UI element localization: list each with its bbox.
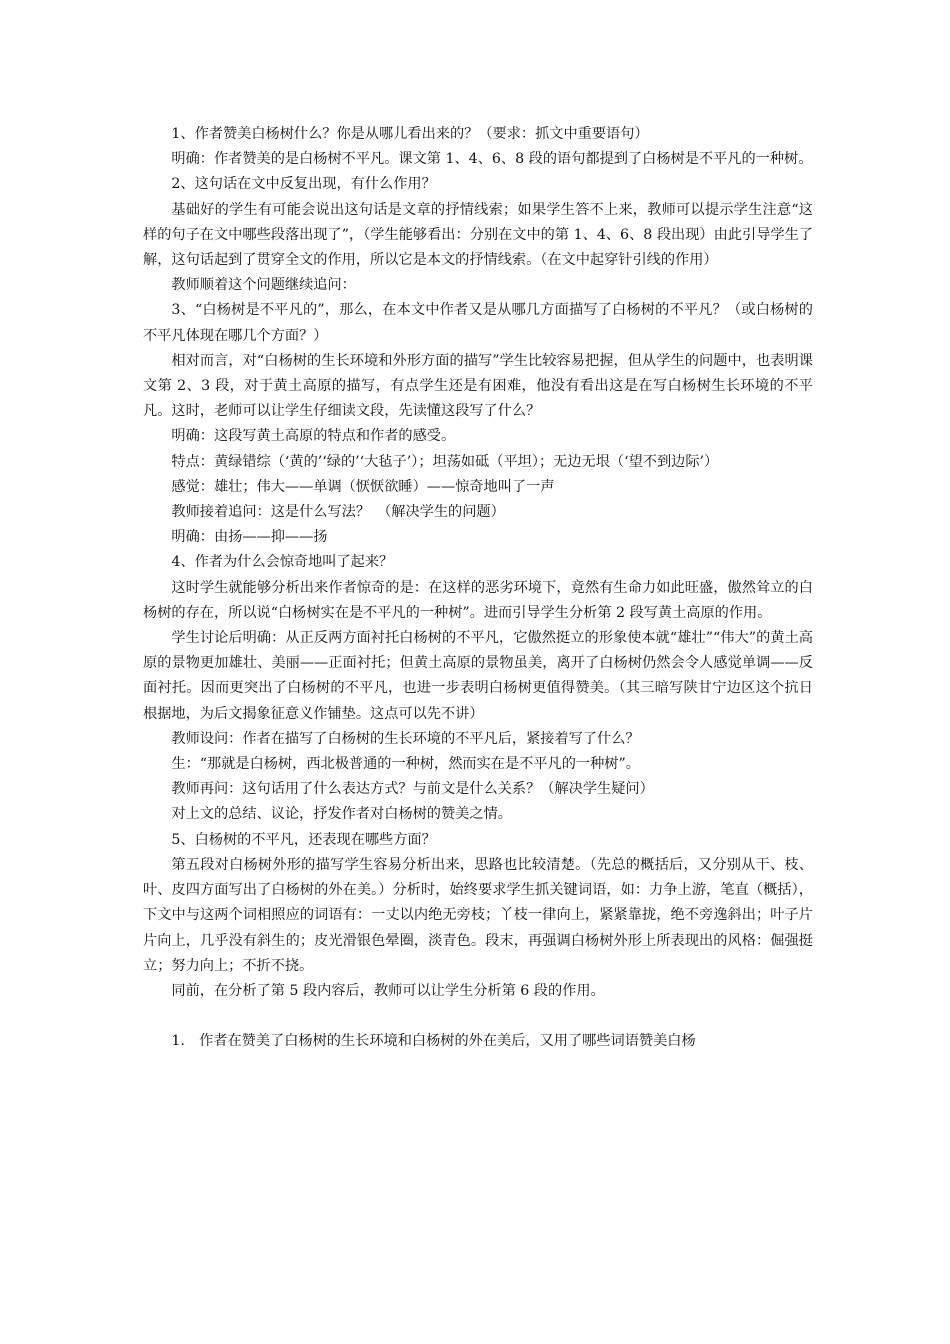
paragraph-technique-question: 教师接着追问：这是什么写法？ （解决学生的问题） [171,504,505,521]
question-1: 1、作者赞美白杨树什么？你是从哪儿看出来的？（要求：抓文中重要语句） [171,126,649,142]
paragraph-feelings: 感觉：雄壮；伟大——单调（恹恹欲睡）——惊奇地叫了一声 [171,478,555,495]
answer-plateau: 明确：这段写黄土高原的特点和作者的感受。 [171,428,456,445]
question-2: 2、这句话在文中反复出现，有什么作用？ [171,176,436,193]
question-3: 3、“白杨树是不平凡的”，那么，在本文中作者又是从哪几方面描写了白杨树的不平凡？（或白杨树的不平凡体现在哪几个方面？） [143,302,813,344]
paragraph-teacher-asks-again: 教师再问：这句话用了什么表达方式？与前文是什么关系？（解决学生疑问） [171,781,654,798]
paragraph-appearance: 第五段对白杨树外形的描写学生容易分析出来，思路也比较清楚。（先总的概括后，又分别从干、枝、叶、皮四方面写出了白杨树的外在美。）分析时，始终要求学生抓关键词语，如：力争上游，笔直（概括），下文中与这两个词相照应的词语有：一丈以内绝无旁枝；丫枝一律向上，紧紧靠拢，绝不旁逸斜出；叶子片片向上，几乎没有斜生的；皮光滑银色晕圈，淡青色。段末，再强调白杨树外形上所表现出的风格：倔强挺立；努力向上；不折不挠。 [143,856,813,974]
paragraph-features: 特点：黄绿错综（‘黄的’‘绿的’‘大毡子’）；坦荡如砥（平坦）；无边无垠（‘望不到边际’） [171,453,719,470]
paragraph-lyric-clue: 基础好的学生有可能会说出这句话是文章的抒情线索；如果学生答不上来，教师可以提示学生注意“这样的句子在文中哪些段落出现了”，（学生能够看出：分别在文中的第 1、4、6、8 段出现）由此引导学生了解，这句话起到了贯穿全文的作用，所以它是本文的抒情线索。（在文中起穿针引线的作用） [143,201,813,269]
paragraph-teacher-asks: 教师设问：作者在描写了白杨树的生长环境的不平凡后，紧接着写了什么？ [171,730,640,747]
answer-technique: 明确：由扬——抑——扬 [171,529,328,546]
paragraph-same-as-before: 同前，在分析了第 5 段内容后，教师可以让学生分析第 6 段的作用。 [171,982,605,999]
numbered-question-1: 1. 作者在赞美了白杨树的生长环境和白杨树的外在美后，又用了哪些词语赞美白杨 [171,1033,696,1050]
paragraph-summary: 对上文的总结、议论，抒发作者对白杨树的赞美之情。 [171,806,512,823]
paragraph-environment: 相对而言，对“白杨树的生长环境和外形方面的描写”学生比较容易把握，但从学生的问题中，也表明课文第 2、3 段，对于黄土高原的描写，有点学生还是有困难，他没有看出这是在写白杨树生长环境的不平凡。这时，老师可以让学生仔细读文段，先读懂这段写了什么？ [143,352,813,420]
answer-1: 明确：作者赞美的是白杨树不平凡。课文第 1、4、6、8 段的语句都提到了白杨树是不平凡的一种树。 [171,151,813,168]
paragraph-surprise: 这时学生就能够分析出来作者惊奇的是：在这样的恶劣环境下，竟然有生命力如此旺盛，傲然耸立的白杨树的存在，所以说“白杨树实在是不平凡的一种树”。进而引导学生分析第 2 段写黄土高原的作用。 [143,579,813,621]
question-4: 4、作者为什么会惊奇地叫了起来？ [171,554,394,571]
paragraph-student-answer: 生：“那就是白杨树，西北极普通的一种树，然而实在是不平凡的一种树”。 [171,756,640,773]
paragraph-follow-up: 教师顺着这个问题继续追问： [171,277,356,294]
question-5: 5、白杨树的不平凡，还表现在哪些方面？ [171,831,436,848]
document-body [143,122,813,1054]
paragraph-discussion: 学生讨论后明确：从正反两方面衬托白杨树的不平凡，它傲然挺立的形象使本就“雄壮”“伟大”的黄土高原的景物更加雄壮、美丽——正面衬托；但黄土高原的景物虽美，离开了白杨树仍然会令人感觉单调——反面衬托。因而更突出了白杨树的不平凡，也进一步表明白杨树更值得赞美。（其三暗写陕甘宁边区这个抗日根据地，为后文揭象征意义作铺垫。这点可以先不讲） [143,630,813,722]
